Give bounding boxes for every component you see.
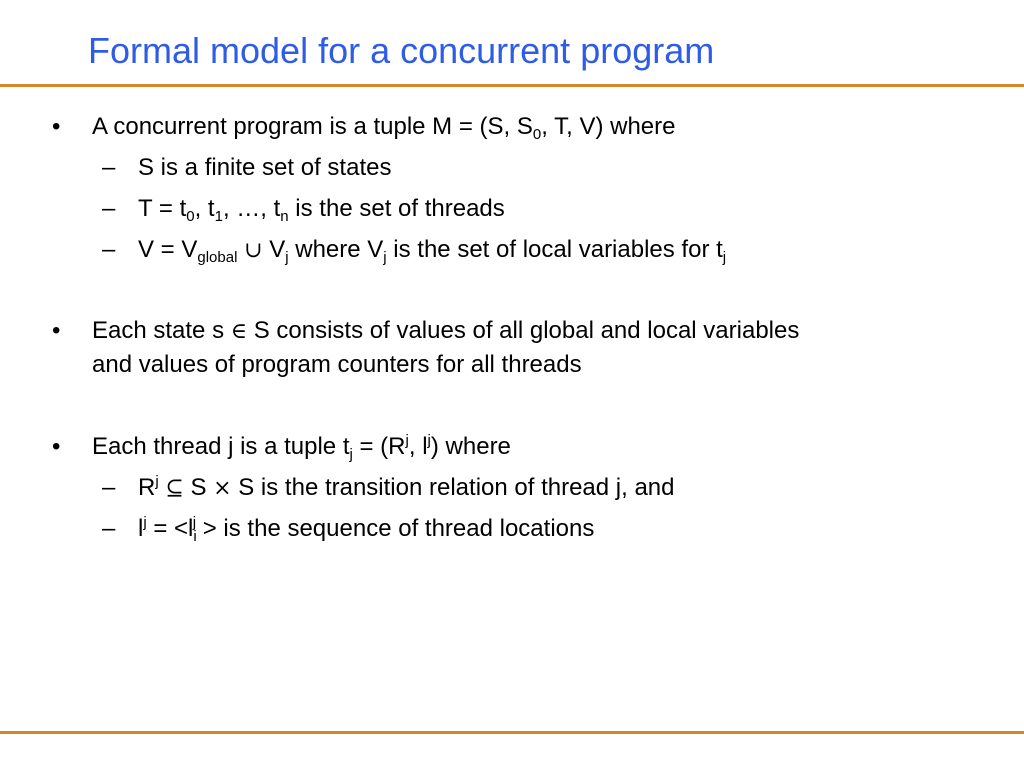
bullet-2-text-line-1: Each state s ∈ S consists of values of all global and local variables [92, 317, 800, 344]
bullet-1 [52, 110, 676, 144]
union-symbol: ∪ [244, 238, 263, 263]
dash-marker: – [102, 515, 116, 542]
times-symbol: × [213, 476, 232, 501]
sub-bullet-1-1 [102, 151, 392, 185]
dash-marker: – [102, 474, 116, 501]
sub-bullet-3-2-text: $l^j = <l_i^j$ > is the sequence of thread locations [138, 514, 595, 545]
bullet-2 [52, 314, 800, 348]
bullet-1-text: A concurrent program is a tuple M = (S, $S_0$, T, V) where [92, 113, 676, 143]
slide-title: Formal model for a concurrent program [88, 30, 715, 71]
bullet-3-text: Each thread j is a tuple $t_j = (R^j$, $l^j$) where [92, 432, 511, 463]
bullet-3 [52, 430, 511, 464]
element-of-symbol: ∈ [230, 319, 248, 344]
title-divider [0, 84, 1024, 87]
bullet-marker: • [52, 317, 61, 344]
bullet-2-text-line-2: and values of program counters for all threads [92, 351, 582, 378]
sub-bullet-1-3 [102, 233, 727, 267]
sub-bullet-1-3-text: $V = V_{global}$ ∪ $V_j$ where $V_j$ is the set of local variables for $t_j$ [138, 236, 727, 266]
footer-divider [0, 731, 1024, 734]
subset-symbol: ⊆ [165, 476, 184, 501]
sub-bullet-1-1-text: S is a finite set of states [138, 154, 392, 181]
bullet-marker: • [52, 113, 61, 140]
dash-marker: – [102, 236, 116, 263]
sub-bullet-3-2 [102, 512, 595, 546]
sub-bullet-3-1-text: $R^j$ ⊆ S × S is the transition relation of thread j, and [138, 473, 675, 501]
sub-bullet-1-2 [102, 192, 505, 226]
sub-bullet-3-1 [102, 471, 675, 505]
dash-marker: – [102, 195, 116, 222]
sub-bullet-1-2-text: $T = t_0$, $t_1$, …, $t_n$ is the set of threads [138, 195, 505, 225]
bullet-marker: • [52, 433, 61, 460]
dash-marker: – [102, 154, 116, 181]
